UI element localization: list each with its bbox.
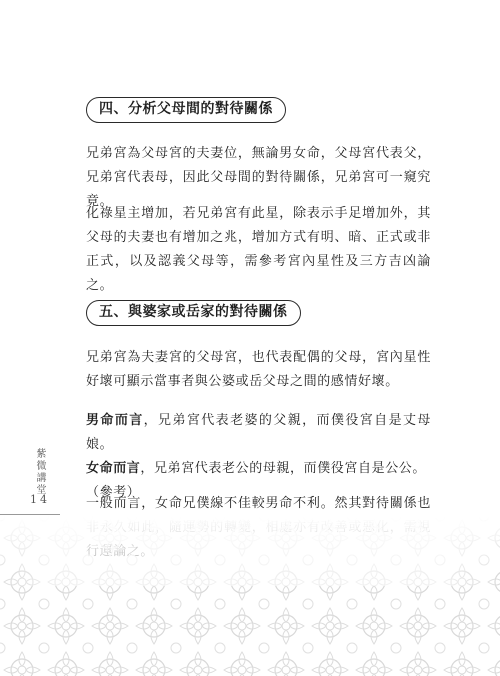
section-4-title: 四、分析父母間的對待關係: [86, 97, 286, 123]
female-label: 女命而言: [86, 461, 141, 476]
book-sidebar-label: 紫微講堂: [34, 448, 45, 496]
section-4-paragraph-1: 兄弟宮為父母宮的夫妻位，無論男女命，父母宮代表父，兄弟宮代表母，因此父母間的對待關係，兄弟宮可一窺究竟。: [86, 146, 431, 209]
section-5-paragraph-3: 一般而言，女命兄僕線不佳較男命不利。然其對待關係也: [86, 496, 431, 511]
section-5-paragraph-1: 兄弟宮為夫妻宮的父母宮，也代表配偶的父母，宮內星性好壞可顯示當事者與公婆或岳父母之間的感情好壞。: [86, 350, 431, 389]
page-number: 14: [30, 493, 50, 506]
male-label: 男命而言: [86, 413, 144, 428]
female-text: ，兄弟宮代表老公的母親，而僕役宮自是公公。: [140, 461, 427, 476]
decorative-floral-pattern: [0, 516, 500, 676]
male-text: ，兄弟宮代表老婆的父親，而僕役宮自是丈母娘。: [86, 413, 431, 452]
section-4-paragraph-2: 化祿星主增加，若兄弟宮有此星，除表示手足增加外，其父母的夫妻也有增加之兆，增加方式有明、暗、正式或非正式，以及認義父母等，需參考宮內星性及三方吉凶論之。: [86, 206, 431, 293]
sidebar-divider: [0, 514, 60, 515]
section-5-paragraph-2: [86, 409, 431, 505]
section-5-title: 五、與婆家或岳家的對待關係: [86, 300, 301, 326]
reference-note: （參考）: [86, 485, 141, 500]
